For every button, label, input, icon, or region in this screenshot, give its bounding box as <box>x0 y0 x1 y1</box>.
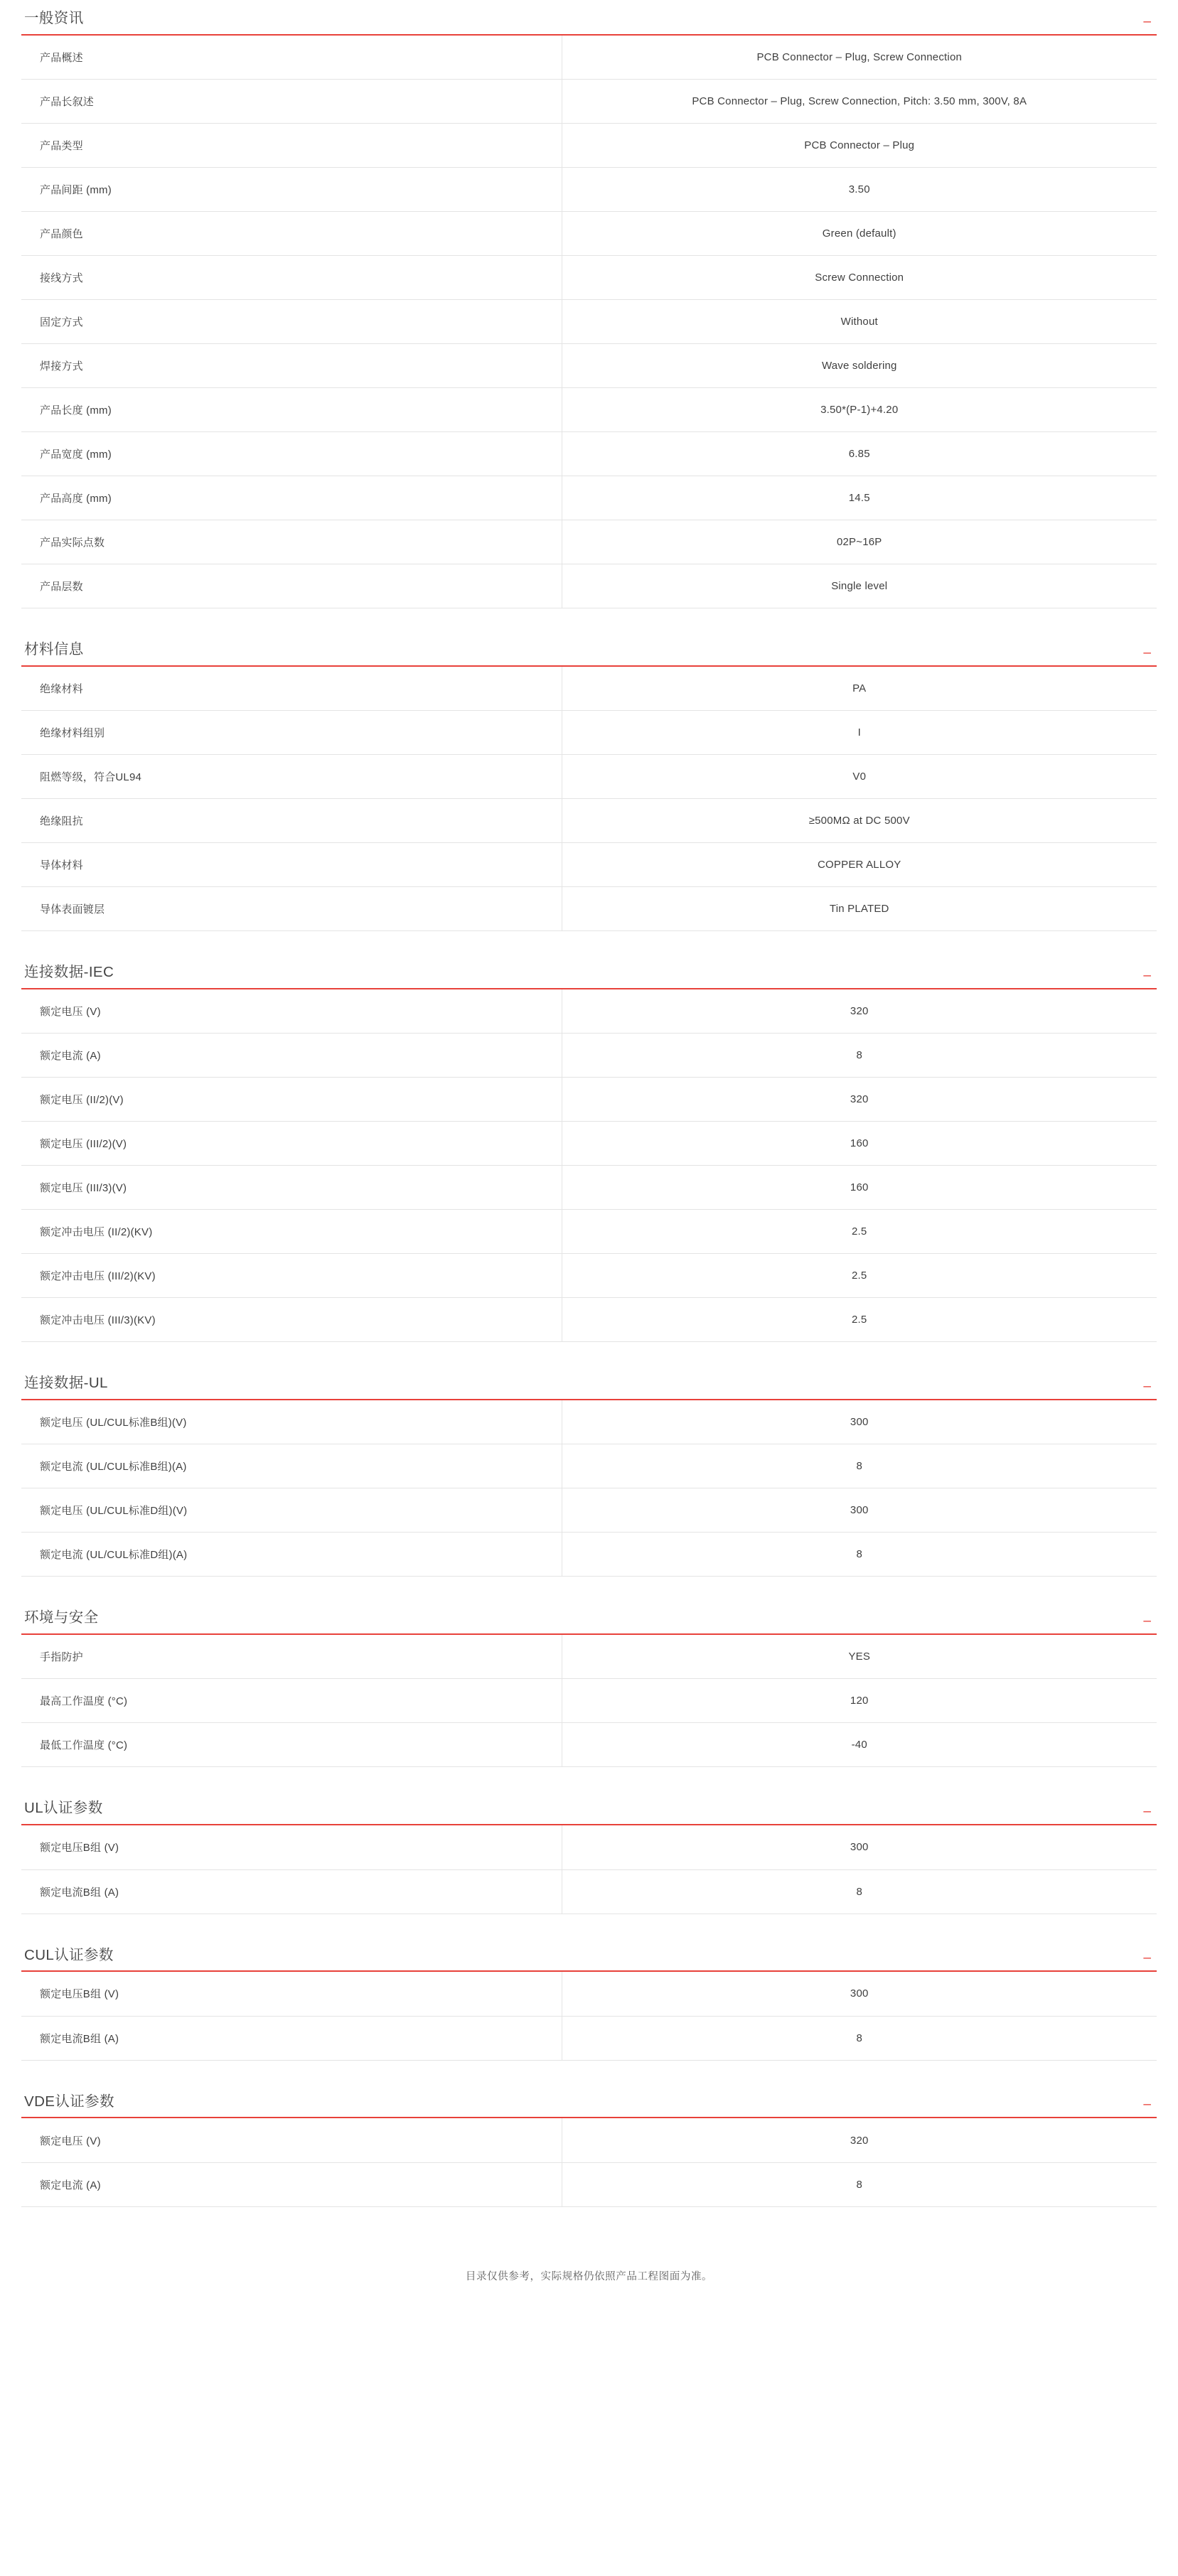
spec-table <box>21 1400 1157 1577</box>
spec-label: 产品间距 (mm) <box>21 168 562 212</box>
table-row <box>21 1869 1157 1914</box>
table-row <box>21 36 1157 80</box>
spec-value: ≥500MΩ at DC 500V <box>562 799 1157 843</box>
spec-label: 接线方式 <box>21 256 562 300</box>
table-row <box>21 1034 1157 1078</box>
section-header <box>21 1375 1157 1400</box>
spec-value: 2.5 <box>562 1254 1157 1298</box>
section-title: 连接数据-IEC <box>24 964 114 981</box>
spec-value: 8 <box>562 1533 1157 1577</box>
table-row <box>21 711 1157 755</box>
table-row <box>21 300 1157 344</box>
footer-note: 目录仅供参考，实际规格仍依照产品工程图面为准。 <box>465 2270 713 2282</box>
table-row <box>21 1972 1157 2016</box>
spec-table <box>21 1635 1157 1768</box>
spec-value: 8 <box>562 1034 1157 1078</box>
spec-label: 额定电压 (III/3)(V) <box>21 1166 562 1210</box>
spec-section <box>21 1375 1157 1577</box>
spec-table <box>21 667 1157 932</box>
spec-value: 320 <box>562 2118 1157 2162</box>
spec-label: 最低工作温度 (°C) <box>21 1723 562 1767</box>
spec-label: 产品层数 <box>21 564 562 608</box>
spec-label: 绝缘材料组别 <box>21 711 562 755</box>
table-row <box>21 1533 1157 1577</box>
spec-value: 300 <box>562 1488 1157 1533</box>
spec-value: 8 <box>562 1444 1157 1488</box>
collapse-minus-icon[interactable]: – <box>1143 1804 1151 1820</box>
spec-label: 产品长叙述 <box>21 80 562 124</box>
table-row <box>21 212 1157 256</box>
spec-value: YES <box>562 1635 1157 1679</box>
collapse-minus-icon[interactable]: – <box>1143 14 1151 29</box>
spec-value: Green (default) <box>562 212 1157 256</box>
spec-table <box>21 1972 1157 2061</box>
top-spacer <box>21 0 1157 10</box>
section-header <box>21 2093 1157 2119</box>
collapse-minus-icon[interactable]: – <box>1143 1950 1151 1966</box>
spec-label: 固定方式 <box>21 300 562 344</box>
table-row <box>21 1400 1157 1444</box>
spec-section <box>21 1609 1157 1767</box>
section-header <box>21 10 1157 36</box>
spec-value: V0 <box>562 755 1157 799</box>
spec-value: 8 <box>562 2016 1157 2060</box>
spec-section <box>21 1947 1157 2061</box>
spec-value: COPPER ALLOY <box>562 843 1157 887</box>
section-title: 环境与安全 <box>24 1609 99 1626</box>
section-title: 材料信息 <box>24 641 84 658</box>
spec-table <box>21 989 1157 1343</box>
spec-section <box>21 10 1157 608</box>
spec-label: 额定冲击电压 (III/2)(KV) <box>21 1254 562 1298</box>
spec-value: 160 <box>562 1166 1157 1210</box>
table-row <box>21 2162 1157 2206</box>
table-row <box>21 168 1157 212</box>
spec-section <box>21 2093 1157 2207</box>
spec-value: PCB Connector – Plug, Screw Connection, Pitch: 3.50 mm, 300V, 8A <box>562 80 1157 124</box>
table-row <box>21 887 1157 931</box>
spec-value: 3.50*(P-1)+4.20 <box>562 388 1157 432</box>
table-row <box>21 1298 1157 1342</box>
spec-label: 最高工作温度 (°C) <box>21 1679 562 1723</box>
section-title: 连接数据-UL <box>24 1375 108 1392</box>
spec-section <box>21 964 1157 1342</box>
section-header <box>21 1609 1157 1635</box>
spec-label: 绝缘材料 <box>21 667 562 711</box>
spec-label: 额定电流B组 (A) <box>21 2016 562 2060</box>
section-header <box>21 1800 1157 1825</box>
spec-value: Wave soldering <box>562 344 1157 388</box>
spec-label: 产品颜色 <box>21 212 562 256</box>
table-row <box>21 1210 1157 1254</box>
section-header <box>21 1947 1157 1973</box>
spec-value: 320 <box>562 1078 1157 1122</box>
table-row <box>21 2016 1157 2060</box>
collapse-minus-icon[interactable]: – <box>1143 967 1151 983</box>
table-row <box>21 476 1157 520</box>
table-row <box>21 755 1157 799</box>
spec-value: 120 <box>562 1679 1157 1723</box>
spec-label: 额定冲击电压 (III/3)(KV) <box>21 1298 562 1342</box>
table-row <box>21 432 1157 476</box>
table-row <box>21 1635 1157 1679</box>
table-row <box>21 80 1157 124</box>
collapse-minus-icon[interactable]: – <box>1143 1613 1151 1628</box>
spec-label: 导体材料 <box>21 843 562 887</box>
collapse-minus-icon[interactable]: – <box>1143 1378 1151 1394</box>
table-row <box>21 1078 1157 1122</box>
spec-label: 产品高度 (mm) <box>21 476 562 520</box>
section-title: 一般资讯 <box>24 10 84 26</box>
spec-value: 2.5 <box>562 1210 1157 1254</box>
table-row <box>21 1723 1157 1767</box>
table-row <box>21 1122 1157 1166</box>
table-row <box>21 2118 1157 2162</box>
spec-section <box>21 1800 1157 1914</box>
table-row <box>21 843 1157 887</box>
spec-value: 300 <box>562 1825 1157 1869</box>
table-row <box>21 520 1157 564</box>
spec-label: 阻燃等级，符合UL94 <box>21 755 562 799</box>
table-row <box>21 256 1157 300</box>
collapse-minus-icon[interactable]: – <box>1143 645 1151 660</box>
spec-table <box>21 1825 1157 1914</box>
spec-label: 额定电压B组 (V) <box>21 1972 562 2016</box>
spec-label: 绝缘阻抗 <box>21 799 562 843</box>
spec-label: 额定冲击电压 (II/2)(KV) <box>21 1210 562 1254</box>
table-row <box>21 799 1157 843</box>
spec-label: 额定电压 (V) <box>21 2118 562 2162</box>
table-row <box>21 667 1157 711</box>
table-row <box>21 344 1157 388</box>
collapse-minus-icon[interactable]: – <box>1143 2097 1151 2113</box>
spec-label: 额定电压 (UL/CUL标准B组)(V) <box>21 1400 562 1444</box>
section-title: UL认证参数 <box>24 1800 103 1817</box>
section-header <box>21 641 1157 667</box>
spec-label: 额定电流 (A) <box>21 2162 562 2206</box>
spec-label: 导体表面镀层 <box>21 887 562 931</box>
spec-label: 产品实际点数 <box>21 520 562 564</box>
spec-value: PCB Connector – Plug, Screw Connection <box>562 36 1157 80</box>
spec-label: 额定电流 (UL/CUL标准B组)(A) <box>21 1444 562 1488</box>
spec-label: 额定电流B组 (A) <box>21 1869 562 1914</box>
spec-value: I <box>562 711 1157 755</box>
spec-value: 8 <box>562 1869 1157 1914</box>
spec-label: 额定电压B组 (V) <box>21 1825 562 1869</box>
spec-value: 300 <box>562 1972 1157 2016</box>
table-row <box>21 989 1157 1034</box>
table-row <box>21 1679 1157 1723</box>
spec-label: 额定电流 (A) <box>21 1034 562 1078</box>
spec-label: 额定电压 (UL/CUL标准D组)(V) <box>21 1488 562 1533</box>
spec-label: 额定电压 (V) <box>21 989 562 1034</box>
spec-label: 产品类型 <box>21 124 562 168</box>
spec-table <box>21 2118 1157 2207</box>
section-header <box>21 964 1157 989</box>
spec-label: 额定电压 (III/2)(V) <box>21 1122 562 1166</box>
spec-value: Tin PLATED <box>562 887 1157 931</box>
spec-label: 手指防护 <box>21 1635 562 1679</box>
table-row <box>21 564 1157 608</box>
spec-value: Without <box>562 300 1157 344</box>
spec-table <box>21 36 1157 609</box>
spec-label: 产品长度 (mm) <box>21 388 562 432</box>
spec-value: 6.85 <box>562 432 1157 476</box>
spec-label: 额定电压 (II/2)(V) <box>21 1078 562 1122</box>
spec-section <box>21 641 1157 931</box>
spec-value: 3.50 <box>562 168 1157 212</box>
spec-value: 160 <box>562 1122 1157 1166</box>
spec-value: PA <box>562 667 1157 711</box>
spec-value: Single level <box>562 564 1157 608</box>
table-row <box>21 1166 1157 1210</box>
spec-value: 02P~16P <box>562 520 1157 564</box>
spec-value: 14.5 <box>562 476 1157 520</box>
spec-value: 2.5 <box>562 1298 1157 1342</box>
spec-value: 320 <box>562 989 1157 1034</box>
spec-value: Screw Connection <box>562 256 1157 300</box>
spec-label: 额定电流 (UL/CUL标准D组)(A) <box>21 1533 562 1577</box>
spec-value: 8 <box>562 2162 1157 2206</box>
spec-value: PCB Connector – Plug <box>562 124 1157 168</box>
section-title: CUL认证参数 <box>24 1946 114 1963</box>
table-row <box>21 1444 1157 1488</box>
table-row <box>21 388 1157 432</box>
table-row <box>21 1825 1157 1869</box>
spec-label: 产品概述 <box>21 36 562 80</box>
spec-value: -40 <box>562 1723 1157 1767</box>
spec-sections-container <box>21 10 1157 2207</box>
table-row <box>21 1254 1157 1298</box>
spec-label: 焊接方式 <box>21 344 562 388</box>
spec-value: 300 <box>562 1400 1157 1444</box>
table-row <box>21 124 1157 168</box>
table-row <box>21 1488 1157 1533</box>
spec-label: 产品宽度 (mm) <box>21 432 562 476</box>
section-title: VDE认证参数 <box>24 2093 114 2110</box>
